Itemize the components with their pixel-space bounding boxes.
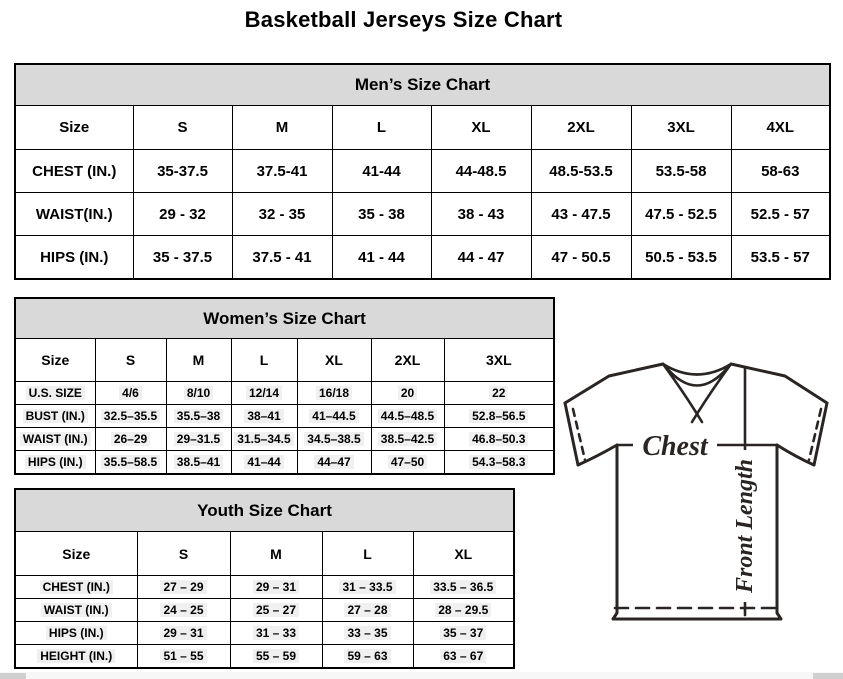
- jersey-outline: [565, 364, 827, 619]
- table-cell: M: [166, 339, 231, 382]
- mens-table-header-band: [15, 64, 830, 106]
- row-label-text: HEIGHT (IN.): [37, 649, 115, 663]
- table-cell: [444, 428, 554, 451]
- youth-table-header-band: [15, 489, 514, 532]
- table-cell: 2XL: [531, 106, 631, 150]
- table-cell: [137, 645, 230, 669]
- table-cell: [297, 428, 371, 451]
- table-cell: S: [133, 106, 232, 150]
- cell-text: 52.8–56.5: [469, 409, 528, 423]
- cell-text: 27 – 28: [344, 603, 390, 617]
- table-cell: 32 - 35: [232, 193, 332, 236]
- row-label: [15, 576, 137, 599]
- table-row: [15, 451, 554, 475]
- jersey-measurement-diagram: [556, 358, 838, 626]
- cell-text: 63 – 67: [440, 649, 486, 663]
- table-cell: XL: [431, 106, 531, 150]
- chest-label: Chest: [642, 431, 708, 462]
- row-label: [15, 382, 95, 405]
- table-cell: L: [322, 532, 413, 576]
- front-length-label: Front Length: [732, 458, 758, 594]
- table-cell: 3XL: [444, 339, 554, 382]
- row-label: CHEST (IN.): [15, 150, 133, 193]
- table-cell: 58-63: [731, 150, 830, 193]
- cell-text: 44.5–48.5: [378, 409, 437, 423]
- table-cell: [444, 451, 554, 475]
- table-row: [15, 236, 830, 280]
- cell-text: 32.5–35.5: [101, 409, 160, 423]
- row-label: [15, 405, 95, 428]
- cell-text: 29 – 31: [253, 580, 299, 594]
- table-cell: [322, 599, 413, 622]
- table-row: [15, 405, 554, 428]
- table-cell: [322, 645, 413, 669]
- cell-text: 25 – 27: [253, 603, 299, 617]
- youth-size-table: [14, 488, 515, 669]
- table-cell: Size: [15, 532, 137, 576]
- cell-text: 12/14: [246, 386, 282, 400]
- table-cell: [231, 428, 297, 451]
- table-cell: [413, 576, 514, 599]
- table-row: [15, 382, 554, 405]
- row-label-text: HIPS (IN.): [25, 455, 86, 469]
- table-cell: S: [95, 339, 166, 382]
- cell-text: 16/18: [316, 386, 352, 400]
- cell-text: 31 – 33: [253, 626, 299, 640]
- table-cell: [137, 622, 230, 645]
- table-cell: [137, 576, 230, 599]
- cell-text: 47–50: [388, 455, 427, 469]
- cell-text: 41–44.5: [309, 409, 358, 423]
- table-cell: 41-44: [332, 150, 431, 193]
- table-cell: [322, 576, 413, 599]
- table-cell: 2XL: [371, 339, 444, 382]
- table-cell: [371, 405, 444, 428]
- table-row: [15, 150, 830, 193]
- table-cell: [230, 599, 322, 622]
- table-cell: [444, 382, 554, 405]
- cell-text: 38.5–41: [174, 455, 223, 469]
- table-row: [15, 622, 514, 645]
- table-cell: L: [231, 339, 297, 382]
- table-cell: [413, 645, 514, 669]
- womens-size-table: [14, 297, 555, 475]
- table-row: [15, 645, 514, 669]
- row-label-text: CHEST (IN.): [40, 580, 113, 594]
- table-cell: 37.5 - 41: [232, 236, 332, 280]
- table-cell: Size: [15, 106, 133, 150]
- table-cell: [231, 382, 297, 405]
- table-cell: 47 - 50.5: [531, 236, 631, 280]
- cell-text: 46.8–50.3: [469, 432, 528, 446]
- table-cell: [230, 645, 322, 669]
- row-label-text: U.S. SIZE: [26, 386, 85, 400]
- womens-table-header-band: [15, 298, 554, 339]
- scrollbar-thumb[interactable]: [0, 673, 26, 679]
- table-cell: [166, 428, 231, 451]
- cell-text: 59 – 63: [344, 649, 390, 663]
- table-cell: [95, 405, 166, 428]
- cell-text: 26–29: [111, 432, 150, 446]
- table-cell: [95, 428, 166, 451]
- table-cell: [95, 451, 166, 475]
- table-cell: [371, 451, 444, 475]
- table-cell: 35 - 38: [332, 193, 431, 236]
- horizontal-scrollbar[interactable]: [0, 672, 843, 679]
- table-cell: 53.5 - 57: [731, 236, 830, 280]
- table-cell: 37.5-41: [232, 150, 332, 193]
- table-cell: [322, 622, 413, 645]
- cell-text: 31.5–34.5: [234, 432, 293, 446]
- table-cell: [413, 599, 514, 622]
- cell-text: 44–47: [314, 455, 353, 469]
- mens-size-header-row: [15, 106, 830, 150]
- mens-size-table: [14, 63, 831, 280]
- mens-table-title: Men’s Size Chart: [15, 64, 830, 106]
- table-cell: [297, 382, 371, 405]
- cell-text: 8/10: [184, 386, 213, 400]
- table-cell: S: [137, 532, 230, 576]
- cell-text: 38–41: [244, 409, 283, 423]
- page-title: Basketball Jerseys Size Chart: [244, 7, 563, 32]
- table-cell: 52.5 - 57: [731, 193, 830, 236]
- table-cell: [230, 576, 322, 599]
- youth-table-title: Youth Size Chart: [15, 489, 514, 532]
- cell-text: 27 – 29: [160, 580, 206, 594]
- cell-text: 33.5 – 36.5: [430, 580, 496, 594]
- table-cell: [137, 599, 230, 622]
- row-label: [15, 622, 137, 645]
- cell-text: 4/6: [119, 386, 142, 400]
- table-cell: M: [232, 106, 332, 150]
- row-label: [15, 451, 95, 475]
- table-cell: [230, 622, 322, 645]
- table-cell: [413, 622, 514, 645]
- table-cell: [371, 428, 444, 451]
- cell-text: 38.5–42.5: [378, 432, 437, 446]
- table-cell: 43 - 47.5: [531, 193, 631, 236]
- cell-text: 22: [489, 386, 508, 400]
- cell-text: 35.5–58.5: [101, 455, 160, 469]
- table-cell: 53.5-58: [631, 150, 731, 193]
- table-cell: [166, 382, 231, 405]
- row-label: WAIST(IN.): [15, 193, 133, 236]
- row-label-text: HIPS (IN.): [46, 626, 107, 640]
- row-label-text: BUST (IN.): [23, 409, 88, 423]
- table-cell: [231, 405, 297, 428]
- youth-size-header-row: [15, 532, 514, 576]
- cell-text: 34.5–38.5: [304, 432, 363, 446]
- cell-text: 29 – 31: [160, 626, 206, 640]
- table-cell: 4XL: [731, 106, 830, 150]
- table-cell: 41 - 44: [332, 236, 431, 280]
- table-cell: 44-48.5: [431, 150, 531, 193]
- cell-text: 31 – 33.5: [339, 580, 395, 594]
- cell-text: 35.5–38: [174, 409, 223, 423]
- cell-text: 33 – 35: [344, 626, 390, 640]
- row-label: [15, 645, 137, 669]
- table-cell: [95, 382, 166, 405]
- table-cell: Size: [15, 339, 95, 382]
- table-cell: [297, 405, 371, 428]
- table-cell: 44 - 47: [431, 236, 531, 280]
- table-cell: [444, 405, 554, 428]
- table-cell: L: [332, 106, 431, 150]
- table-cell: XL: [297, 339, 371, 382]
- table-cell: 29 - 32: [133, 193, 232, 236]
- womens-size-header-row: [15, 339, 554, 382]
- table-cell: XL: [413, 532, 514, 576]
- cell-text: 35 – 37: [440, 626, 486, 640]
- row-label: [15, 428, 95, 451]
- table-cell: [166, 451, 231, 475]
- womens-table-title: Women’s Size Chart: [15, 298, 554, 339]
- table-row: [15, 428, 554, 451]
- table-cell: 47.5 - 52.5: [631, 193, 731, 236]
- table-cell: 35-37.5: [133, 150, 232, 193]
- table-cell: M: [230, 532, 322, 576]
- table-cell: [166, 405, 231, 428]
- table-cell: [297, 451, 371, 475]
- table-row: [15, 599, 514, 622]
- cell-text: 54.3–58.3: [469, 455, 528, 469]
- cell-text: 29–31.5: [174, 432, 223, 446]
- cell-text: 24 – 25: [160, 603, 206, 617]
- cell-text: 55 – 59: [253, 649, 299, 663]
- cell-text: 41–44: [244, 455, 283, 469]
- row-label: [15, 599, 137, 622]
- row-label: HIPS (IN.): [15, 236, 133, 280]
- row-label-text: WAIST (IN.): [41, 603, 112, 617]
- table-cell: 3XL: [631, 106, 731, 150]
- cell-text: 20: [398, 386, 417, 400]
- table-row: [15, 193, 830, 236]
- table-cell: 48.5-53.5: [531, 150, 631, 193]
- table-cell: 50.5 - 53.5: [631, 236, 731, 280]
- table-row: [15, 576, 514, 599]
- scrollbar-thumb[interactable]: [813, 673, 843, 679]
- table-cell: 38 - 43: [431, 193, 531, 236]
- table-cell: [371, 382, 444, 405]
- table-cell: [231, 451, 297, 475]
- jersey-diagram-svg: [556, 358, 838, 626]
- row-label-text: WAIST (IN.): [20, 432, 91, 446]
- table-cell: 35 - 37.5: [133, 236, 232, 280]
- cell-text: 51 – 55: [160, 649, 206, 663]
- cell-text: 28 – 29.5: [435, 603, 491, 617]
